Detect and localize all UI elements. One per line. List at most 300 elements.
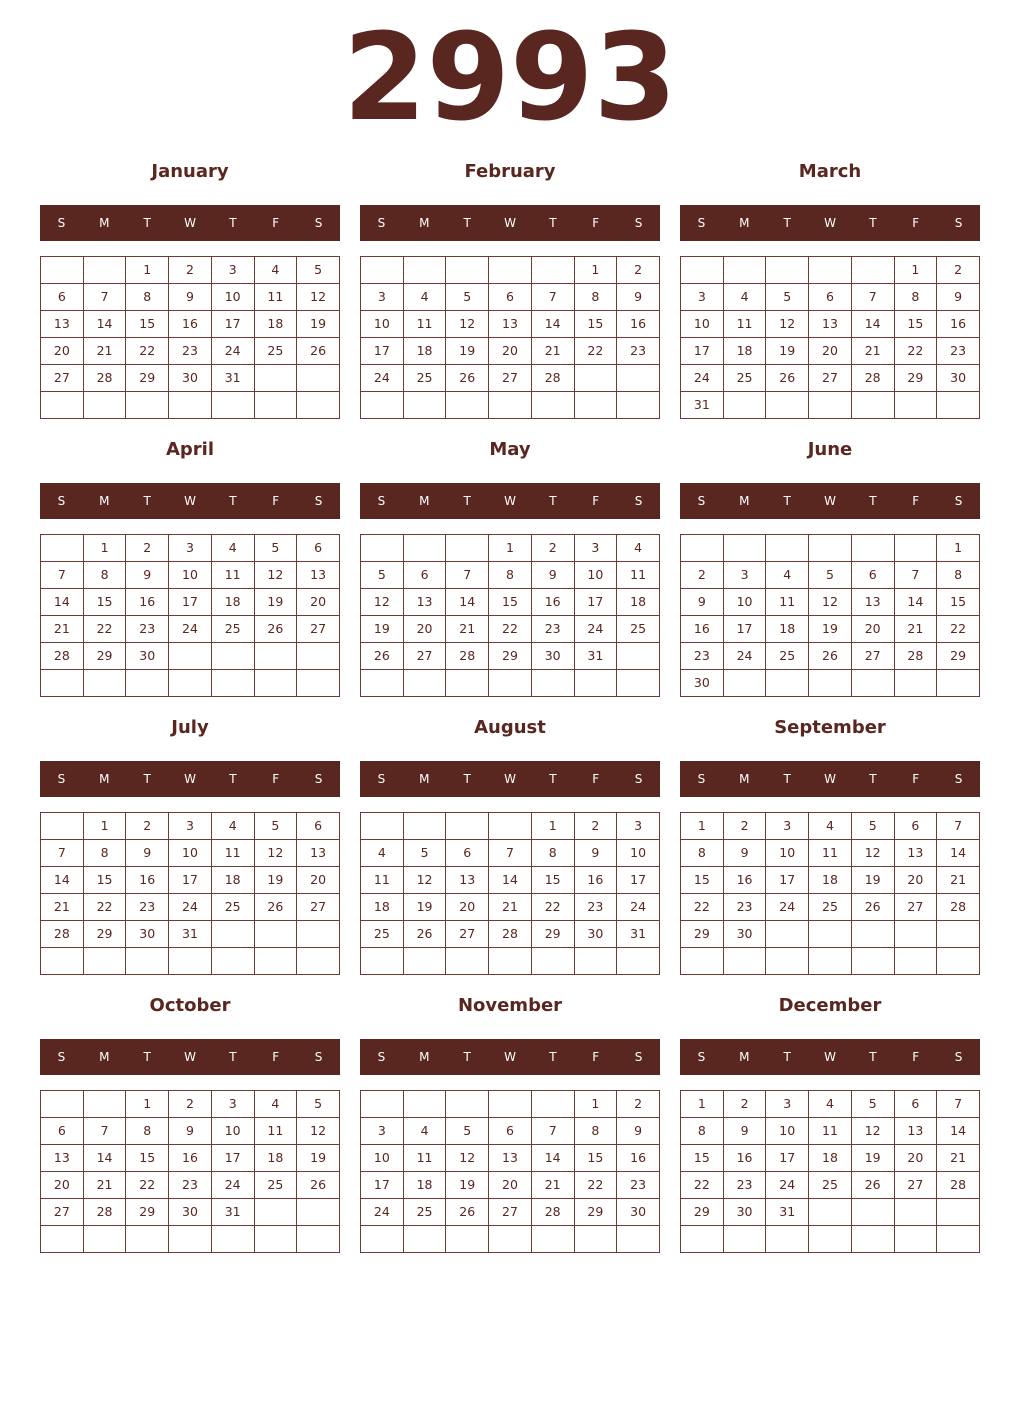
day-cell: 3 xyxy=(766,813,809,840)
day-cell: 27 xyxy=(403,643,446,670)
day-cell: 25 xyxy=(211,616,254,643)
day-cell xyxy=(766,1226,809,1253)
day-cell: 13 xyxy=(489,311,532,338)
day-cell: 21 xyxy=(41,616,84,643)
week-row xyxy=(361,1118,660,1145)
day-cell: 8 xyxy=(574,1118,617,1145)
weekday-label: T xyxy=(783,494,791,508)
day-cell: 17 xyxy=(169,867,212,894)
day-cell: 2 xyxy=(126,813,169,840)
day-cell xyxy=(446,535,489,562)
week-row xyxy=(681,1091,980,1118)
week-row xyxy=(361,813,660,840)
day-cell: 23 xyxy=(169,338,212,365)
week-row xyxy=(361,284,660,311)
day-cell: 1 xyxy=(681,1091,724,1118)
day-cell: 16 xyxy=(126,867,169,894)
day-cell: 15 xyxy=(937,589,980,616)
week-row xyxy=(361,535,660,562)
week-row xyxy=(361,257,660,284)
day-cell xyxy=(126,392,169,419)
week-row xyxy=(41,921,340,948)
day-cell: 14 xyxy=(83,311,126,338)
day-cell: 2 xyxy=(723,1091,766,1118)
day-cell xyxy=(254,1199,297,1226)
day-cell xyxy=(169,643,212,670)
day-cell xyxy=(41,670,84,697)
day-cell: 9 xyxy=(531,562,574,589)
day-cell: 23 xyxy=(723,1172,766,1199)
day-cell xyxy=(894,921,937,948)
weekday-label: M xyxy=(739,494,750,508)
day-cell: 25 xyxy=(809,894,852,921)
week-row xyxy=(361,670,660,697)
day-cell: 14 xyxy=(41,589,84,616)
day-cell: 17 xyxy=(574,589,617,616)
day-grid xyxy=(360,812,660,975)
day-cell xyxy=(894,1226,937,1253)
day-cell: 21 xyxy=(489,894,532,921)
day-cell xyxy=(723,392,766,419)
week-row xyxy=(361,948,660,975)
day-cell: 15 xyxy=(83,589,126,616)
weekday-label: S xyxy=(314,1050,323,1064)
day-cell: 17 xyxy=(211,311,254,338)
day-cell xyxy=(766,921,809,948)
week-row xyxy=(681,948,980,975)
day-cell: 8 xyxy=(489,562,532,589)
day-cell: 2 xyxy=(574,813,617,840)
week-row xyxy=(41,1145,340,1172)
week-row xyxy=(41,894,340,921)
day-cell: 19 xyxy=(297,1145,340,1172)
day-cell: 26 xyxy=(361,643,404,670)
weekday-label: S xyxy=(634,772,643,786)
day-cell: 19 xyxy=(809,616,852,643)
day-cell: 6 xyxy=(894,813,937,840)
weekday-label: M xyxy=(419,216,430,230)
day-cell: 5 xyxy=(809,562,852,589)
day-cell: 9 xyxy=(617,284,660,311)
weekday-label: T xyxy=(783,1050,791,1064)
day-cell xyxy=(809,257,852,284)
day-cell: 27 xyxy=(894,1172,937,1199)
day-cell xyxy=(489,1091,532,1118)
day-cell: 5 xyxy=(446,1118,489,1145)
week-row xyxy=(41,813,340,840)
day-cell: 2 xyxy=(169,257,212,284)
day-cell: 17 xyxy=(211,1145,254,1172)
weekday-label: T xyxy=(549,1050,557,1064)
day-cell xyxy=(894,1199,937,1226)
day-cell: 12 xyxy=(254,840,297,867)
day-cell xyxy=(126,948,169,975)
day-cell: 13 xyxy=(894,1118,937,1145)
day-cell: 20 xyxy=(403,616,446,643)
weekday-label: W xyxy=(824,216,836,230)
weekday-label: W xyxy=(504,216,516,230)
week-row xyxy=(361,1172,660,1199)
day-cell: 21 xyxy=(851,338,894,365)
day-cell: 7 xyxy=(531,284,574,311)
weekday-label: W xyxy=(824,1050,836,1064)
month-title: March xyxy=(798,161,862,182)
day-cell: 9 xyxy=(937,284,980,311)
weekday-label: T xyxy=(229,494,237,508)
day-cell: 28 xyxy=(937,1172,980,1199)
day-cell: 9 xyxy=(169,1118,212,1145)
day-cell: 25 xyxy=(809,1172,852,1199)
weekday-label: T xyxy=(549,494,557,508)
day-cell: 18 xyxy=(766,616,809,643)
day-cell: 12 xyxy=(403,867,446,894)
day-cell: 22 xyxy=(83,616,126,643)
day-cell xyxy=(211,948,254,975)
day-grid xyxy=(40,256,340,419)
day-grid xyxy=(360,1090,660,1253)
day-cell: 25 xyxy=(766,643,809,670)
weekday-label: S xyxy=(954,1050,963,1064)
weekday-header xyxy=(680,205,980,241)
day-cell xyxy=(169,670,212,697)
day-cell: 24 xyxy=(211,338,254,365)
week-row xyxy=(41,1091,340,1118)
weekday-label: S xyxy=(377,494,386,508)
day-cell: 3 xyxy=(211,1091,254,1118)
week-row xyxy=(41,948,340,975)
day-cell xyxy=(894,392,937,419)
weekday-label: S xyxy=(954,494,963,508)
day-cell: 8 xyxy=(83,840,126,867)
weekday-label: F xyxy=(272,494,280,508)
day-cell: 27 xyxy=(446,921,489,948)
day-cell: 17 xyxy=(723,616,766,643)
day-cell: 19 xyxy=(446,338,489,365)
day-cell: 14 xyxy=(937,840,980,867)
day-cell: 11 xyxy=(403,1145,446,1172)
day-cell: 16 xyxy=(617,311,660,338)
day-cell xyxy=(894,948,937,975)
weekday-label: W xyxy=(184,216,196,230)
week-row xyxy=(41,867,340,894)
day-cell: 6 xyxy=(446,840,489,867)
day-cell: 22 xyxy=(681,894,724,921)
day-cell: 12 xyxy=(446,311,489,338)
day-cell xyxy=(211,392,254,419)
week-row xyxy=(41,1199,340,1226)
day-cell xyxy=(723,1226,766,1253)
day-grid xyxy=(680,1090,980,1253)
day-cell: 12 xyxy=(446,1145,489,1172)
day-cell xyxy=(851,535,894,562)
day-cell: 17 xyxy=(766,867,809,894)
day-grid xyxy=(40,1090,340,1253)
day-cell: 12 xyxy=(297,284,340,311)
weekday-label: T xyxy=(783,772,791,786)
day-cell xyxy=(851,257,894,284)
day-cell: 5 xyxy=(851,1091,894,1118)
day-cell: 17 xyxy=(361,338,404,365)
day-cell xyxy=(403,257,446,284)
day-cell: 21 xyxy=(83,338,126,365)
weekday-header xyxy=(40,483,340,519)
day-cell: 4 xyxy=(403,1118,446,1145)
day-cell: 30 xyxy=(681,670,724,697)
day-cell: 10 xyxy=(766,840,809,867)
day-cell: 1 xyxy=(126,257,169,284)
week-row xyxy=(681,1199,980,1226)
day-cell xyxy=(766,535,809,562)
day-cell: 26 xyxy=(851,1172,894,1199)
day-cell xyxy=(617,365,660,392)
weekday-label: F xyxy=(272,1050,280,1064)
weekday-label: T xyxy=(143,772,151,786)
day-cell xyxy=(766,948,809,975)
day-cell xyxy=(937,948,980,975)
week-row xyxy=(361,311,660,338)
day-cell: 6 xyxy=(894,1091,937,1118)
day-cell: 13 xyxy=(403,589,446,616)
weekday-header xyxy=(360,483,660,519)
weekday-label: M xyxy=(99,494,110,508)
day-cell: 9 xyxy=(574,840,617,867)
weekday-label: T xyxy=(463,1050,471,1064)
day-cell: 15 xyxy=(574,1145,617,1172)
day-cell: 24 xyxy=(361,1199,404,1226)
day-cell xyxy=(617,670,660,697)
day-cell: 13 xyxy=(894,840,937,867)
weekday-label: F xyxy=(592,1050,600,1064)
day-cell: 14 xyxy=(489,867,532,894)
day-cell xyxy=(851,921,894,948)
day-cell: 2 xyxy=(937,257,980,284)
day-cell xyxy=(617,392,660,419)
day-cell: 21 xyxy=(937,1145,980,1172)
day-cell xyxy=(126,1226,169,1253)
week-row xyxy=(361,562,660,589)
weekday-label: S xyxy=(57,772,66,786)
day-cell xyxy=(809,921,852,948)
day-cell: 9 xyxy=(723,1118,766,1145)
day-cell: 8 xyxy=(574,284,617,311)
day-cell: 26 xyxy=(766,365,809,392)
day-cell: 30 xyxy=(723,1199,766,1226)
day-cell: 5 xyxy=(851,813,894,840)
day-cell: 2 xyxy=(169,1091,212,1118)
day-cell xyxy=(574,670,617,697)
week-row xyxy=(681,535,980,562)
day-cell xyxy=(681,257,724,284)
day-cell xyxy=(681,1226,724,1253)
day-cell: 29 xyxy=(489,643,532,670)
day-cell: 23 xyxy=(723,894,766,921)
day-cell: 28 xyxy=(531,365,574,392)
weekday-label: F xyxy=(592,494,600,508)
day-cell: 4 xyxy=(617,535,660,562)
day-cell xyxy=(41,257,84,284)
day-cell xyxy=(937,1199,980,1226)
day-cell: 20 xyxy=(894,867,937,894)
weekday-header xyxy=(680,1039,980,1075)
day-cell: 24 xyxy=(211,1172,254,1199)
day-cell: 18 xyxy=(211,867,254,894)
day-cell: 15 xyxy=(489,589,532,616)
day-cell: 13 xyxy=(41,311,84,338)
day-cell xyxy=(211,643,254,670)
day-cell: 10 xyxy=(211,1118,254,1145)
month-title: January xyxy=(151,161,229,182)
day-cell: 25 xyxy=(211,894,254,921)
day-cell: 29 xyxy=(681,921,724,948)
day-cell: 24 xyxy=(361,365,404,392)
day-cell: 13 xyxy=(809,311,852,338)
day-cell xyxy=(254,365,297,392)
day-cell xyxy=(489,392,532,419)
day-cell: 24 xyxy=(169,894,212,921)
weekday-label: M xyxy=(739,772,750,786)
day-cell xyxy=(766,257,809,284)
weekday-label: S xyxy=(314,494,323,508)
day-cell: 19 xyxy=(361,616,404,643)
day-cell xyxy=(41,1226,84,1253)
weekday-label: T xyxy=(143,1050,151,1064)
day-cell: 26 xyxy=(254,616,297,643)
weekday-label: T xyxy=(549,772,557,786)
week-row xyxy=(681,562,980,589)
weekday-label: T xyxy=(549,216,557,230)
day-cell: 23 xyxy=(531,616,574,643)
day-cell: 24 xyxy=(169,616,212,643)
day-cell: 4 xyxy=(211,535,254,562)
day-cell: 12 xyxy=(809,589,852,616)
day-cell: 18 xyxy=(211,589,254,616)
week-row xyxy=(41,392,340,419)
day-cell xyxy=(446,1091,489,1118)
day-cell: 16 xyxy=(617,1145,660,1172)
day-cell: 3 xyxy=(574,535,617,562)
day-cell: 2 xyxy=(617,1091,660,1118)
day-cell: 4 xyxy=(809,1091,852,1118)
day-cell xyxy=(361,948,404,975)
day-cell xyxy=(809,670,852,697)
weekday-label: S xyxy=(634,216,643,230)
day-cell: 1 xyxy=(574,257,617,284)
weekday-label: S xyxy=(697,216,706,230)
day-cell: 23 xyxy=(937,338,980,365)
week-row xyxy=(681,1226,980,1253)
day-cell xyxy=(361,257,404,284)
day-cell: 1 xyxy=(126,1091,169,1118)
day-cell: 18 xyxy=(809,1145,852,1172)
day-cell: 10 xyxy=(574,562,617,589)
day-cell: 12 xyxy=(851,840,894,867)
day-cell: 12 xyxy=(254,562,297,589)
week-row xyxy=(681,311,980,338)
day-cell: 11 xyxy=(211,840,254,867)
week-row xyxy=(681,392,980,419)
day-cell: 11 xyxy=(766,589,809,616)
day-cell: 13 xyxy=(41,1145,84,1172)
day-cell xyxy=(403,1226,446,1253)
weekday-header xyxy=(360,761,660,797)
weekday-label: T xyxy=(229,772,237,786)
week-row xyxy=(41,589,340,616)
day-cell: 28 xyxy=(83,1199,126,1226)
week-row xyxy=(361,894,660,921)
day-cell: 22 xyxy=(531,894,574,921)
day-cell xyxy=(446,813,489,840)
day-cell: 7 xyxy=(851,284,894,311)
day-cell: 10 xyxy=(723,589,766,616)
day-cell: 2 xyxy=(723,813,766,840)
week-row xyxy=(681,921,980,948)
day-cell: 8 xyxy=(83,562,126,589)
week-row xyxy=(361,616,660,643)
day-cell: 12 xyxy=(851,1118,894,1145)
week-row xyxy=(41,365,340,392)
day-cell: 11 xyxy=(809,1118,852,1145)
day-cell: 8 xyxy=(681,840,724,867)
day-cell: 25 xyxy=(403,365,446,392)
day-cell: 16 xyxy=(723,867,766,894)
weekday-label: W xyxy=(824,494,836,508)
day-cell: 31 xyxy=(617,921,660,948)
weekday-header xyxy=(360,1039,660,1075)
day-cell: 24 xyxy=(574,616,617,643)
day-cell: 28 xyxy=(851,365,894,392)
day-cell: 14 xyxy=(894,589,937,616)
weekday-label: T xyxy=(463,494,471,508)
day-cell: 14 xyxy=(531,311,574,338)
day-cell: 8 xyxy=(126,1118,169,1145)
day-cell: 15 xyxy=(83,867,126,894)
day-cell: 28 xyxy=(489,921,532,948)
day-cell: 18 xyxy=(361,894,404,921)
day-cell xyxy=(723,257,766,284)
day-cell: 5 xyxy=(254,813,297,840)
day-cell: 30 xyxy=(937,365,980,392)
day-cell: 28 xyxy=(446,643,489,670)
week-row xyxy=(681,840,980,867)
day-cell: 20 xyxy=(489,338,532,365)
month-title: May xyxy=(489,439,531,460)
weekday-label: F xyxy=(912,1050,920,1064)
day-cell: 28 xyxy=(83,365,126,392)
day-cell: 4 xyxy=(809,813,852,840)
day-cell: 22 xyxy=(574,338,617,365)
day-cell xyxy=(531,257,574,284)
day-cell: 9 xyxy=(126,562,169,589)
day-cell: 21 xyxy=(41,894,84,921)
day-cell: 12 xyxy=(766,311,809,338)
week-row xyxy=(681,643,980,670)
weekday-label: S xyxy=(314,772,323,786)
day-cell: 3 xyxy=(169,535,212,562)
day-cell xyxy=(574,948,617,975)
day-cell: 27 xyxy=(489,365,532,392)
weekday-header xyxy=(360,205,660,241)
weekday-label: T xyxy=(869,216,877,230)
day-cell xyxy=(617,1226,660,1253)
day-cell: 7 xyxy=(489,840,532,867)
day-cell: 14 xyxy=(937,1118,980,1145)
day-cell: 10 xyxy=(211,284,254,311)
day-cell: 31 xyxy=(211,1199,254,1226)
week-row xyxy=(681,867,980,894)
day-cell: 22 xyxy=(681,1172,724,1199)
month-title: July xyxy=(171,717,209,738)
day-cell xyxy=(851,948,894,975)
